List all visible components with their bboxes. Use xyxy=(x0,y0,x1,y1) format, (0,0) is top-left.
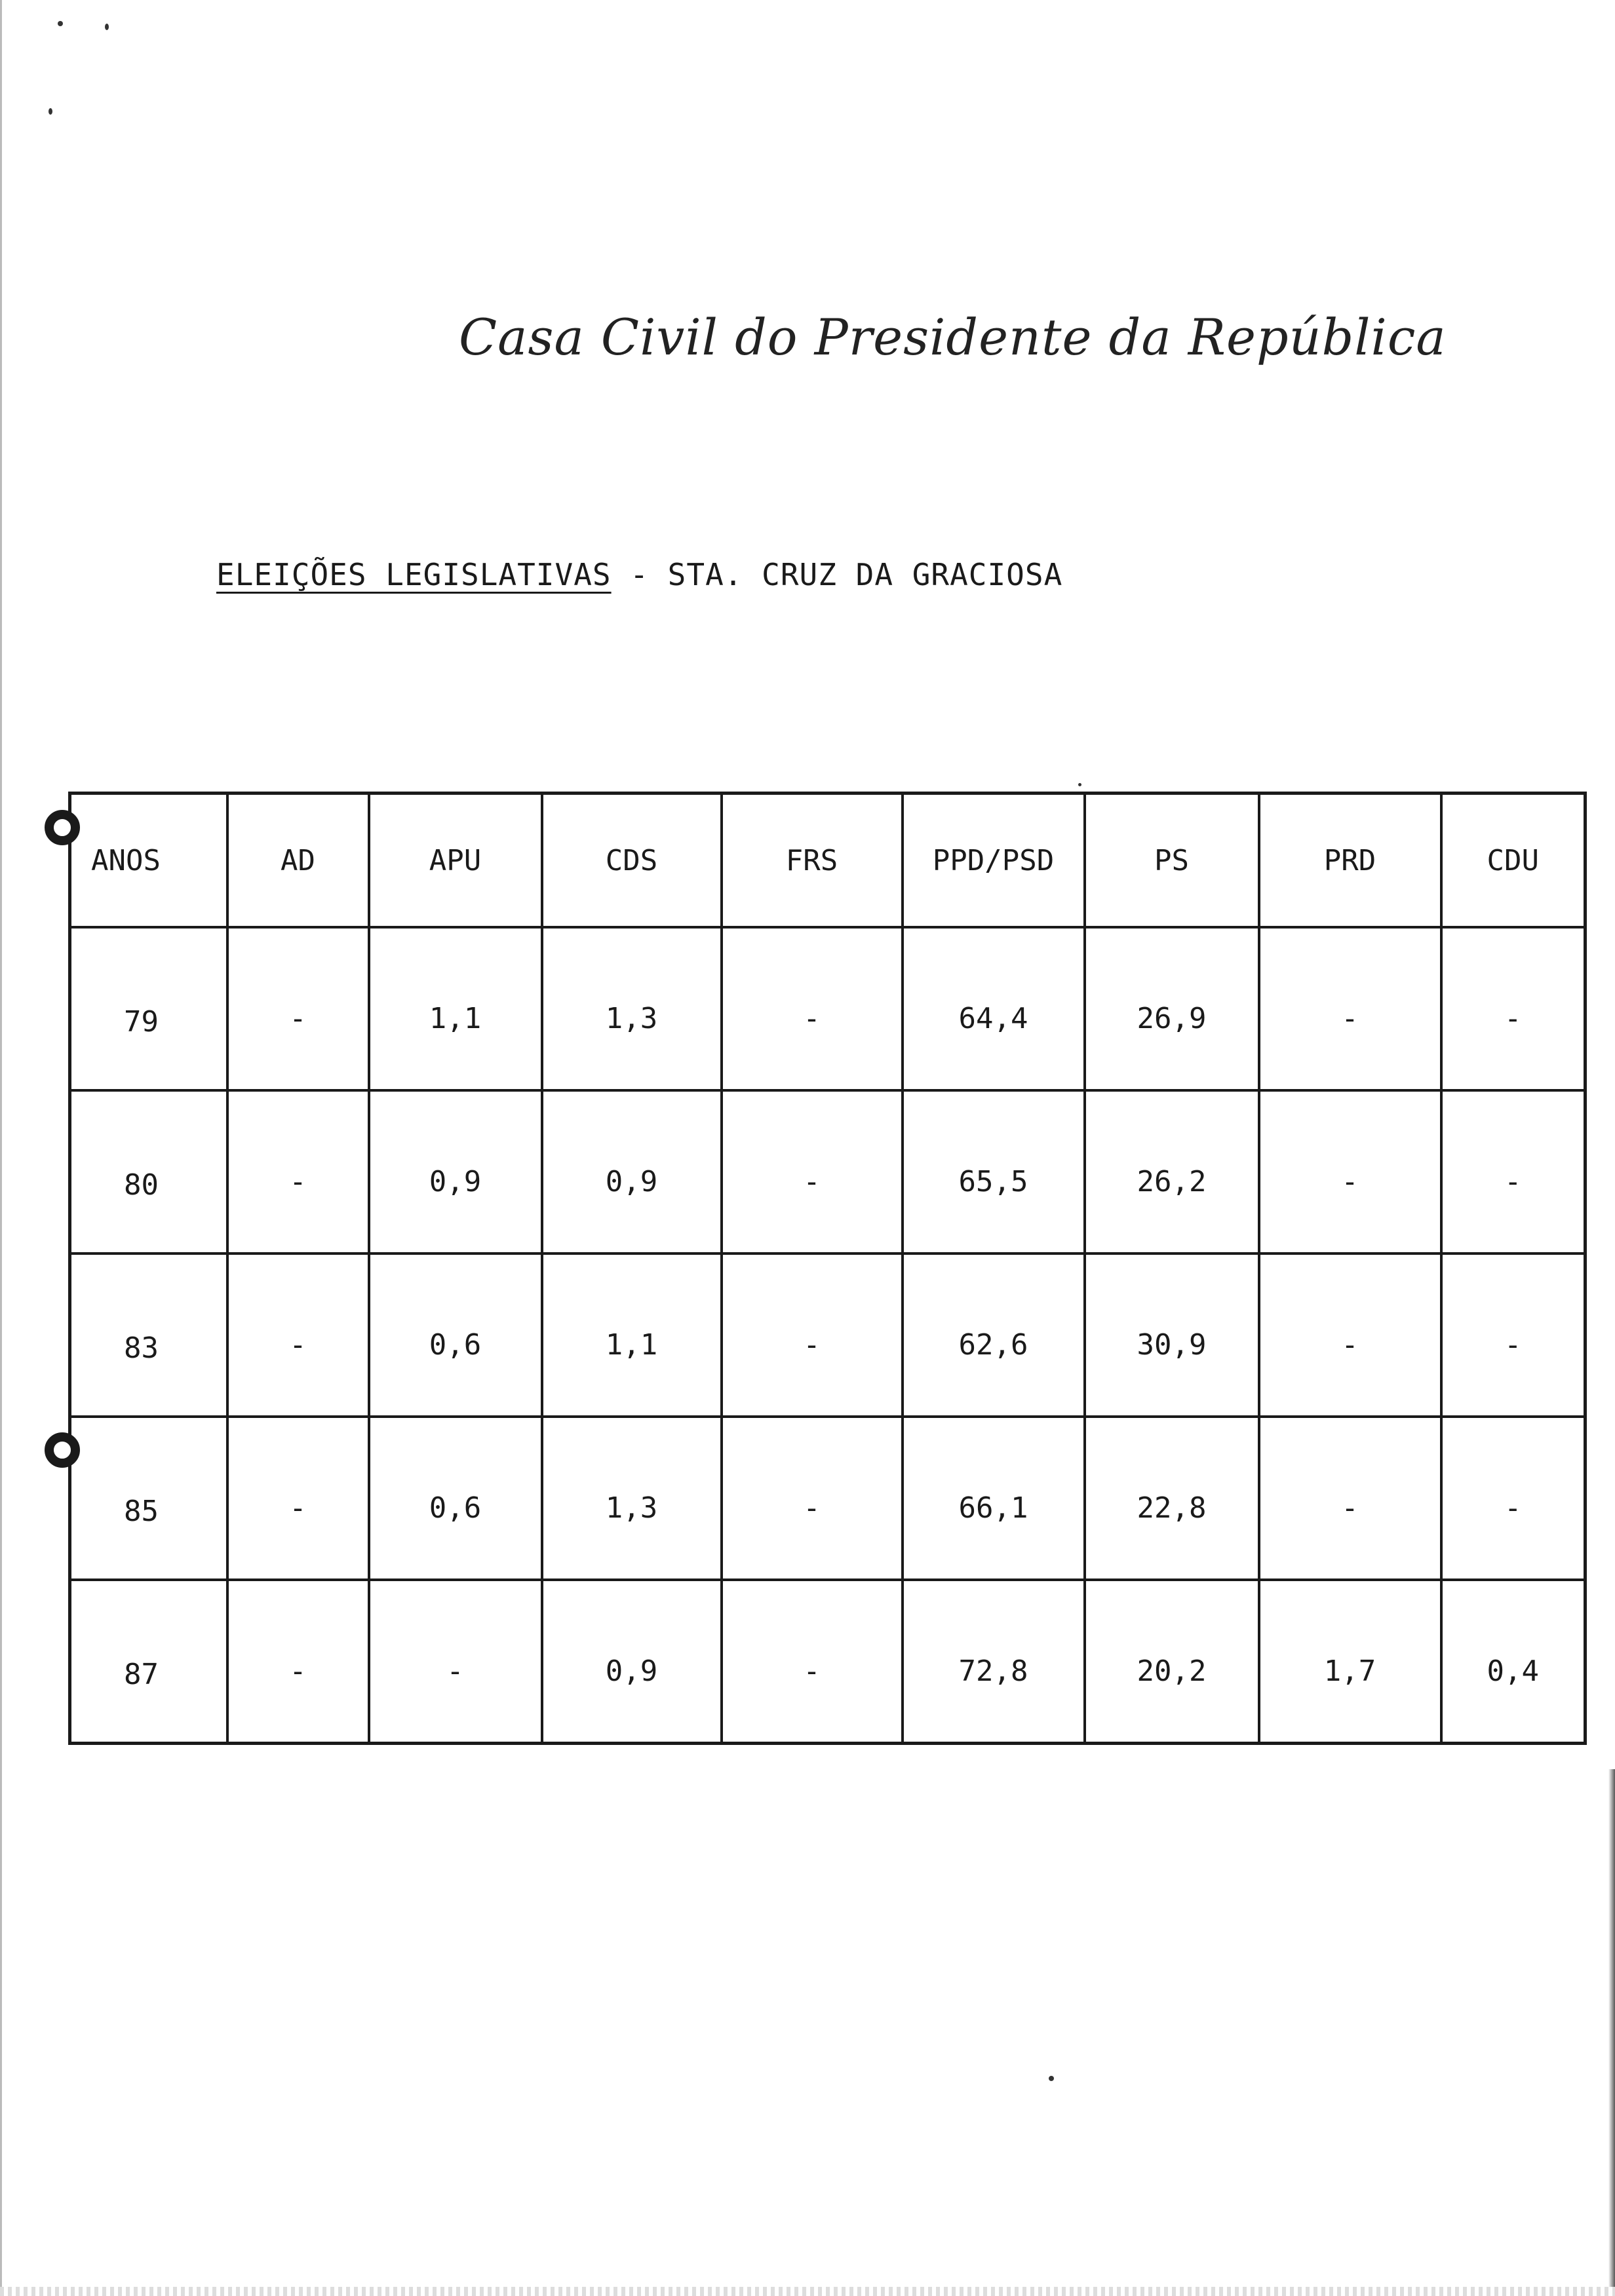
header-ad: AD xyxy=(227,794,369,928)
header-ps: PS xyxy=(1085,794,1259,928)
cell-cdu: - xyxy=(1441,1417,1586,1580)
cell-apu: 0,6 xyxy=(369,1417,542,1580)
cell-ps: 26,2 xyxy=(1085,1090,1259,1253)
cell-ppd-psd: 72,8 xyxy=(903,1580,1085,1744)
scan-right-edge xyxy=(1608,1769,1615,2296)
cell-frs: - xyxy=(722,1090,903,1253)
scan-speck xyxy=(1049,2076,1054,2081)
cell-cdu: - xyxy=(1441,1090,1586,1253)
title-location: - STA. CRUZ DA GRACIOSA xyxy=(611,557,1063,592)
cell-ad: - xyxy=(227,1580,369,1744)
scan-speck xyxy=(1078,783,1081,786)
table-row xyxy=(70,1580,1586,1744)
header-frs: FRS xyxy=(722,794,903,928)
cell-cds: 1,3 xyxy=(542,927,722,1090)
header-anos: ANOS xyxy=(70,794,227,928)
cell-ad: - xyxy=(227,1417,369,1580)
scan-speck xyxy=(49,108,52,115)
table-row xyxy=(70,1253,1586,1417)
cell-cds: 1,1 xyxy=(542,1253,722,1417)
cell-ps: 30,9 xyxy=(1085,1253,1259,1417)
header-prd: PRD xyxy=(1259,794,1441,928)
header-row xyxy=(70,794,1586,928)
cell-apu: 0,6 xyxy=(369,1253,542,1417)
cell-frs: - xyxy=(722,927,903,1090)
scan-speck xyxy=(58,21,63,26)
scan-bottom-edge xyxy=(0,2287,1615,2296)
title-underlined: ELEIÇÕES LEGISLATIVAS xyxy=(216,557,612,592)
cell-year: 79 xyxy=(70,927,227,1090)
cell-cds: 0,9 xyxy=(542,1580,722,1744)
cell-ppd-psd: 66,1 xyxy=(903,1417,1085,1580)
header-cds: CDS xyxy=(542,794,722,928)
cell-year: 85 xyxy=(70,1417,227,1580)
cell-apu: - xyxy=(369,1580,542,1744)
cell-cdu: - xyxy=(1441,927,1586,1090)
table-row xyxy=(70,927,1586,1090)
cell-cds: 0,9 xyxy=(542,1090,722,1253)
table-row xyxy=(70,1417,1586,1580)
punch-hole-bottom xyxy=(45,1432,80,1468)
cell-ad: - xyxy=(227,1253,369,1417)
cell-cdu: 0,4 xyxy=(1441,1580,1586,1744)
cell-frs: - xyxy=(722,1253,903,1417)
cell-cdu: - xyxy=(1441,1253,1586,1417)
cell-frs: - xyxy=(722,1417,903,1580)
header-apu: APU xyxy=(369,794,542,928)
cell-ad: - xyxy=(227,1090,369,1253)
cell-year: 80 xyxy=(70,1090,227,1253)
cell-prd: - xyxy=(1259,1253,1441,1417)
scan-left-edge xyxy=(0,0,2,2296)
letterhead: Casa Civil do Presidente da República xyxy=(459,308,1447,366)
table-row xyxy=(70,1090,1586,1253)
election-results-table xyxy=(68,792,1587,1745)
cell-ppd-psd: 64,4 xyxy=(903,927,1085,1090)
header-cdu: CDU xyxy=(1441,794,1586,928)
cell-ppd-psd: 62,6 xyxy=(903,1253,1085,1417)
cell-prd: - xyxy=(1259,927,1441,1090)
cell-apu: 1,1 xyxy=(369,927,542,1090)
cell-year: 83 xyxy=(70,1253,227,1417)
cell-ps: 26,9 xyxy=(1085,927,1259,1090)
cell-apu: 0,9 xyxy=(369,1090,542,1253)
document-title xyxy=(216,557,1062,592)
header-ppd-psd: PPD/PSD xyxy=(903,794,1085,928)
cell-prd: - xyxy=(1259,1417,1441,1580)
cell-year: 87 xyxy=(70,1580,227,1744)
cell-frs: - xyxy=(722,1580,903,1744)
cell-ad: - xyxy=(227,927,369,1090)
scan-speck xyxy=(105,24,109,30)
punch-hole-top xyxy=(45,810,80,845)
cell-prd: - xyxy=(1259,1090,1441,1253)
cell-cds: 1,3 xyxy=(542,1417,722,1580)
cell-ps: 22,8 xyxy=(1085,1417,1259,1580)
cell-prd: 1,7 xyxy=(1259,1580,1441,1744)
cell-ps: 20,2 xyxy=(1085,1580,1259,1744)
cell-ppd-psd: 65,5 xyxy=(903,1090,1085,1253)
